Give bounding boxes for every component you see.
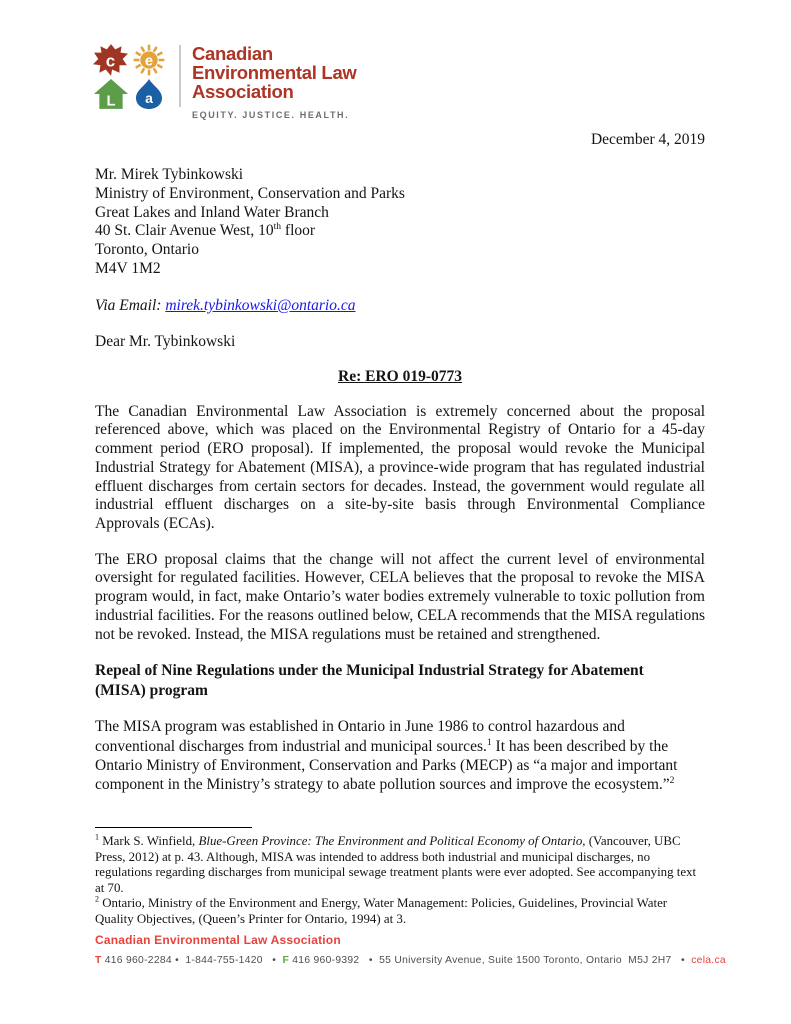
- footer-contact-line: T 416 960-2284 • 1-844-755-1420 • F 416 960-9392 • 55 University Avenue, Suite 1500 Toronto, Ontario M5J 2H7 • cela.ca: [95, 955, 726, 966]
- recipient-ministry: Ministry of Environment, Conservation and Parks: [95, 184, 405, 202]
- paragraph-1: The Canadian Environmental Law Association is extremely concerned about the proposal referenced above, which was placed on the Environmental Registry of Ontario for a 45-day comment period (ERO proposal). If implemented, the proposal would revoke the Municipal Industrial Strategy for Abatement (MISA), a province-wide program that has regulated industrial effluent discharges from certain sectors for decades. Instead, the government would regulate all industrial effluent discharges on a site-by-site basis through Environmental Compliance Approvals (ECAs).: [95, 402, 705, 532]
- letter-body: [0, 131, 791, 794]
- recipient-postal-code: M4V 1M2: [95, 259, 161, 277]
- org-tagline: EQUITY. JUSTICE. HEALTH.: [192, 110, 350, 120]
- tollfree-number: 1-844-755-1420: [185, 955, 263, 966]
- svg-text:L: L: [106, 93, 116, 110]
- leaf-icon: [93, 44, 129, 76]
- org-name-line3: Association: [192, 81, 294, 102]
- page-footer: [95, 933, 731, 966]
- footnote-2: $^2$ Ontario, Ministry of the Environment and Energy, Water Management: Policies, Guidelines, Provincial Water Quality Objectives, (Queen’s Printer for Ontario, 1994) at 3.: [95, 895, 668, 926]
- recipient-address: [95, 166, 705, 279]
- via-email-line: [95, 297, 705, 315]
- recipient-branch: Great Lakes and Inland Water Branch: [95, 203, 329, 221]
- paragraph-2: The ERO proposal claims that the change will not affect the current level of environmental oversight for regulated facilities. However, CELA believes that the proposal to revoke the MISA program would, in fact, make Ontario’s water bodies extremely vulnerable to toxic pollution from industrial facilities. For the reasons outlined below, CELA recommends that the MISA regulations not be revoked. Instead, the MISA regulations must be retained and strengthened.: [95, 550, 705, 643]
- paragraph-3: The MISA program was established in Ontario in June 1986 to control hazardous and conventional discharges from industrial and municipal sources.$^1$ It has been described by the Ontario Ministry of Environment, Conservation and Parks (MECP) as “a major and important component in the Ministry’s strategy to abate pollution sources and improve the ecosystem.”$^2$: [95, 718, 678, 794]
- footnote-1: $^1$ Mark S. Winfield, Blue-Green Province: The Environment and Political Economy of Ontario, (Vancouver, UBC Press, 2012) at p. 43. Although, MISA was intended to address both industrial and municipal discharges, no regulations regarding discharges from municipal sewage treatment plants were ever adopted. See accompanying text at 70.: [95, 832, 697, 895]
- logo-divider: [179, 45, 181, 107]
- recipient-city: Toronto, Ontario: [95, 241, 199, 259]
- org-name-line1: Canadian: [192, 43, 273, 64]
- footnotes-section: [95, 827, 705, 928]
- house-icon: [93, 78, 129, 110]
- sun-icon: [131, 44, 167, 76]
- fax-label: F: [282, 955, 290, 966]
- footnote-separator: [95, 827, 252, 828]
- website-link[interactable]: cela.ca: [691, 955, 726, 966]
- phone-number: 416 960-2284: [101, 955, 172, 966]
- subject-line: Re: ERO 019-0773: [338, 367, 462, 385]
- footnote-ref-2: 2: [669, 774, 675, 786]
- salutation: Dear Mr. Tybinkowski: [95, 332, 236, 350]
- org-name: [192, 44, 357, 125]
- email-link[interactable]: mirek.tybinkowski@ontario.ca: [165, 296, 356, 314]
- water-drop-icon: [131, 78, 167, 110]
- svg-text:c: c: [105, 51, 116, 71]
- date-line: December 4, 2019: [590, 131, 705, 148]
- ordinal-superscript: th: [273, 221, 282, 233]
- org-name-line2: Environmental Law: [192, 62, 357, 83]
- letterhead: [93, 44, 791, 125]
- footnote-1-book-title: Blue-Green Province: The Environment and Political Economy of Ontario,: [198, 834, 586, 848]
- fax-number: 416 960-9392: [289, 955, 360, 966]
- recipient-street: 40 St. Clair Avenue West, 10th floor: [95, 221, 316, 240]
- footer-org-name: Canadian Environmental Law Association: [95, 933, 341, 947]
- phone-label: T: [95, 955, 102, 966]
- recipient-name: Mr. Mirek Tybinkowski: [95, 166, 244, 183]
- footnote-1-marker: 1: [95, 832, 99, 842]
- cela-logo: [93, 44, 167, 110]
- footnote-2-marker: 2: [95, 895, 99, 905]
- section-heading: Repeal of Nine Regulations under the Municipal Industrial Strategy for Abatement (MISA) program: [95, 662, 644, 699]
- office-address: 55 University Avenue, Suite 1500 Toronto, Ontario M5J 2H7: [379, 955, 672, 966]
- footnote-ref-1: 1: [486, 736, 492, 748]
- svg-text:a: a: [145, 90, 153, 106]
- svg-text:e: e: [144, 53, 154, 70]
- via-email-label: Via Email:: [95, 296, 166, 314]
